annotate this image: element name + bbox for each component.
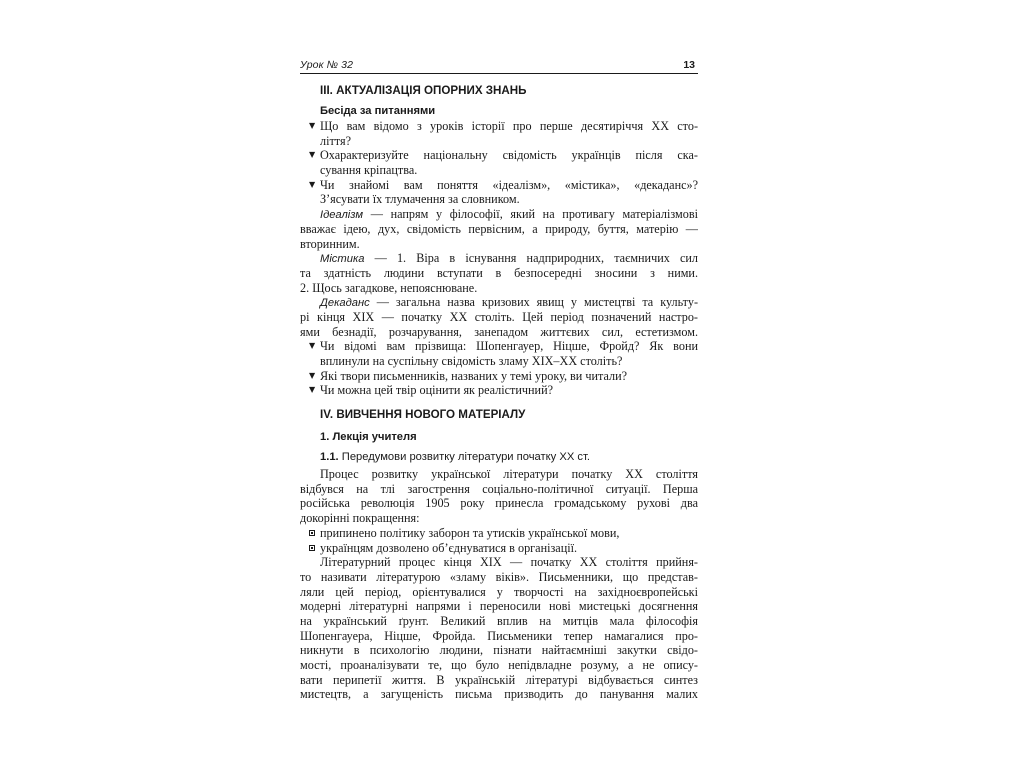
running-head xyxy=(300,52,698,74)
list-item-text: припинено політику заборон та утисків української мови, xyxy=(320,525,620,540)
term-mystic: Містика xyxy=(320,253,365,266)
paragraph-2-line-1: Літературний процес кінця XIX — початку XX століття прийня- xyxy=(320,555,698,570)
paragraph-2-line-3: ляли цей період, орієнтувалися у творчості на західноєвропейські xyxy=(300,584,698,599)
square-bullet-icon xyxy=(309,545,315,551)
list-item-text: українцям дозволено об’єднуватися в організації. xyxy=(320,540,578,555)
paragraph-1-line-3: російська революція 1905 року принесла громадському рухові два xyxy=(300,496,698,511)
definition-text: — 1. Віра в існування надприродних, таємничих сил xyxy=(364,251,698,266)
definition-mystic-line-1 xyxy=(300,251,698,266)
question-text: Чи знайомі вам поняття «ідеалізм», «містика», «декаданс»? xyxy=(320,177,698,192)
question-1-line-2 xyxy=(300,134,698,149)
question-text: Які твори письменників, названих у темі уроку, ви читали? xyxy=(320,368,628,383)
paragraph-2-line-8: мості, проаналізувати те, що було непідвладне розуму, а не опису- xyxy=(300,658,698,672)
definition-text: — загальна назва кризових явищ у мистецтві та культу- xyxy=(369,295,698,310)
term-decadence: Декаданс xyxy=(320,297,370,310)
triangle-bullet-icon: ▼ xyxy=(309,179,316,189)
triangle-bullet-icon: ▼ xyxy=(309,121,316,130)
paragraph-2-line-9: вати перипетії життя. В українській літературі відбувається синтез xyxy=(300,672,698,687)
question-text: ліття? xyxy=(320,133,351,148)
paragraph-1-line-4: докорінні покращення: xyxy=(300,511,420,526)
subheading-lecture: 1. Лекція учителя xyxy=(320,431,417,444)
question-text: Чи можна цей твір оцінити як реалістичний? xyxy=(320,383,554,398)
question-2-line-2 xyxy=(300,163,698,178)
question-2-line-1 xyxy=(300,148,698,163)
question-4-line-2 xyxy=(300,354,698,369)
triangle-bullet-icon: ▼ xyxy=(309,150,316,160)
paragraph-2-line-7: никнути в психологію людини, пізнати найтаємніші закутки свідо- xyxy=(300,643,698,658)
paragraph-2-line-2: то називати літературою «зламу віків». Письменники, що представ- xyxy=(300,569,698,584)
question-3-line-2 xyxy=(300,192,698,207)
definition-decadence-line-1 xyxy=(300,295,698,310)
definition-idealism-line-1 xyxy=(300,207,698,222)
paragraph-2-line-5: на український ґрунт. Великий вплив на митців мала філософія xyxy=(300,613,698,628)
page-number: 13 xyxy=(683,59,695,71)
list-item xyxy=(300,541,698,556)
lesson-label: Урок № 32 xyxy=(300,59,354,71)
question-4-line-1 xyxy=(300,339,698,354)
paragraph-1-line-2: відбувся на тлі загострення соціально-політичної ситуації. Перша xyxy=(300,481,698,496)
section-heading-4: IV. ВИВЧЕННЯ НОВОГО МАТЕРІАЛУ xyxy=(320,408,526,422)
square-bullet-icon xyxy=(309,530,315,536)
question-text: Що вам відомо з уроків історії про перше десятиріччя XX сто- xyxy=(320,119,698,133)
definition-decadence-line-3: ями безнадії, розчарування, занепадом життєвих сил, естетизмом. xyxy=(300,324,698,339)
definition-idealism-line-3: вторинним. xyxy=(300,236,360,251)
question-text: З’ясувати їх тлумачення за словником. xyxy=(320,192,520,207)
paragraph-2-line-6: Шопенгауера, Ніцше, Фройда. Письменики тепер намагалися про- xyxy=(300,628,698,643)
question-text: Охарактеризуйте національну свідомість українців після ска- xyxy=(320,148,698,163)
book-page xyxy=(300,52,698,702)
term-idealism: Ідеалізм xyxy=(320,209,364,222)
topic-heading xyxy=(320,449,698,465)
question-text: вплинули на суспільну свідомість зламу XIX–XX століть? xyxy=(320,354,623,368)
triangle-bullet-icon: ▼ xyxy=(309,341,316,351)
question-3-line-1 xyxy=(300,178,698,193)
triangle-bullet-icon: ▼ xyxy=(309,370,316,380)
definition-idealism-line-2: вважає ідею, дух, свідомість первісним, а природу, буття, матерію — xyxy=(300,221,698,236)
topic-title: Передумови розвитку літератури початку XX ст. xyxy=(338,451,590,464)
definition-decadence-line-2: рі кінця XIX — початку XX століть. Цей період позначений настро- xyxy=(300,309,698,324)
section-heading-3: III. АКТУАЛІЗАЦІЯ ОПОРНИХ ЗНАНЬ xyxy=(320,84,527,97)
question-text: сування кріпацтва. xyxy=(320,163,418,178)
list-item xyxy=(300,526,698,541)
paragraph-1-line-1: Процес розвитку української літератури початку XX століття xyxy=(320,467,698,482)
question-6 xyxy=(300,383,698,398)
subheading-conversation: Бесіда за питаннями xyxy=(320,105,436,117)
triangle-bullet-icon: ▼ xyxy=(309,385,316,395)
paragraph-2-line-4: модерні літературні напрями і переносили нові мистецькі досягнення xyxy=(300,599,698,614)
definition-mystic-line-2: та здатність людини вступати в безпосередні зносини з ними. xyxy=(300,265,698,280)
topic-number: 1.1. xyxy=(320,451,339,464)
question-5 xyxy=(300,369,698,384)
definition-mystic-line-3: 2. Щось загадкове, непояснюване. xyxy=(300,280,478,295)
definition-text: — напрям у філософії, який на противагу матеріалізмові xyxy=(363,207,698,222)
question-text: Чи відомі вам прізвища: Шопенгауер, Ніцше, Фройд? Як вони xyxy=(320,339,698,354)
question-1-line-1 xyxy=(300,119,698,134)
paragraph-2-line-10: мистецтв, а загущеність письма призводить до панування малих xyxy=(300,687,698,702)
